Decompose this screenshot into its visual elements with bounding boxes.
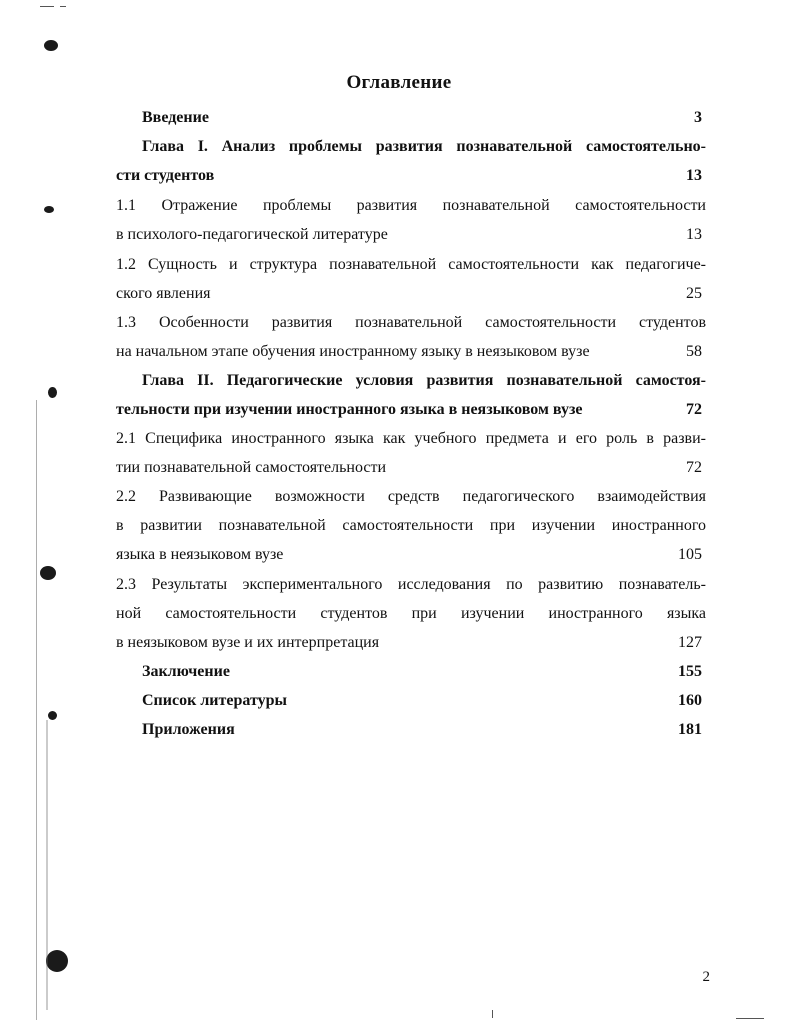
toc-page-number: 13: [686, 167, 702, 184]
scan-speck: [44, 40, 58, 51]
scan-speck: [44, 206, 54, 213]
toc-entry-section-1-1-cont: в психолого-педагогической литературе: [116, 226, 388, 243]
scan-mark: [736, 1018, 764, 1019]
scan-mark: [60, 6, 66, 7]
scan-speck: [46, 950, 68, 972]
toc-page-number: 127: [678, 634, 702, 651]
toc-entry-chapter-2: Глава II. Педагогические условия развития познавательной самостоя-: [142, 372, 706, 389]
toc-entry-chapter-2-cont: тельности при изучении иностранного языка в неязыковом вузе: [116, 401, 583, 418]
toc-page-number: 58: [686, 343, 702, 360]
toc-page-number: 181: [678, 721, 702, 738]
toc-page-number: 155: [678, 663, 702, 680]
toc-entry-section-1-3-cont: на начальном этапе обучения иностранному языку в неязыковом вузе: [116, 343, 590, 360]
toc-entry-section-2-2: 2.2 Развивающие возможности средств педагогического взаимодействия: [116, 488, 706, 505]
scan-speck: [48, 387, 57, 398]
toc-entry-section-2-3: 2.3 Результаты экспериментального исследования по развитию познаватель-: [116, 576, 706, 593]
toc-entry-section-1-1: 1.1 Отражение проблемы развития познавательной самостоятельности: [116, 197, 706, 214]
toc-entry-conclusion: Заключение: [142, 663, 230, 680]
scan-binding-edge: [46, 720, 48, 1010]
toc-entry-section-2-1-cont: тии познавательной самостоятельности: [116, 459, 387, 476]
toc-page-number: 13: [686, 226, 702, 243]
page-number: 2: [702, 969, 710, 985]
toc-entry-section-2-2-cont: языка в неязыковом вузе: [116, 546, 284, 563]
toc-page-number: 105: [678, 546, 702, 563]
scan-speck: [40, 566, 56, 580]
toc-entry-intro: Введение: [142, 109, 209, 126]
toc-entry-chapter-1-cont: сти студентов: [116, 167, 215, 184]
toc-page-number: 25: [686, 285, 702, 302]
toc-entry-section-2-3-cont: ной самостоятельности студентов при изучении иностранного языка: [116, 605, 706, 622]
toc-entry-chapter-1: Глава I. Анализ проблемы развития познавательной самостоятельно-: [142, 138, 706, 155]
toc-entry-appendices: Приложения: [142, 721, 235, 738]
toc-entry-section-1-2: 1.2 Сущность и структура познавательной самостоятельности как педагогиче-: [116, 256, 706, 273]
page-title: Оглавление: [346, 72, 452, 93]
toc-entry-section-2-1: 2.1 Специфика иностранного языка как учебного предмета и его роль в разви-: [116, 430, 706, 447]
scan-mark: [40, 6, 54, 7]
toc-page-number: 160: [678, 692, 702, 709]
toc-entry-section-2-2-cont: в развитии познавательной самостоятельности при изучении иностранного: [116, 517, 706, 534]
toc-page-number: 3: [694, 109, 702, 126]
toc-entry-section-2-3-cont: в неязыковом вузе и их интерпретация: [116, 634, 380, 651]
scan-mark: [492, 1010, 493, 1018]
scan-binding-edge: [36, 400, 37, 1020]
toc-entry-section-1-2-cont: ского явления: [116, 285, 211, 302]
toc-entry-section-1-3: 1.3 Особенности развития познавательной самостоятельности студентов: [116, 314, 706, 331]
toc-page-number: 72: [686, 401, 702, 418]
scan-speck: [48, 711, 57, 720]
toc-page-number: 72: [686, 459, 702, 476]
toc-entry-bibliography: Список литературы: [142, 692, 287, 709]
